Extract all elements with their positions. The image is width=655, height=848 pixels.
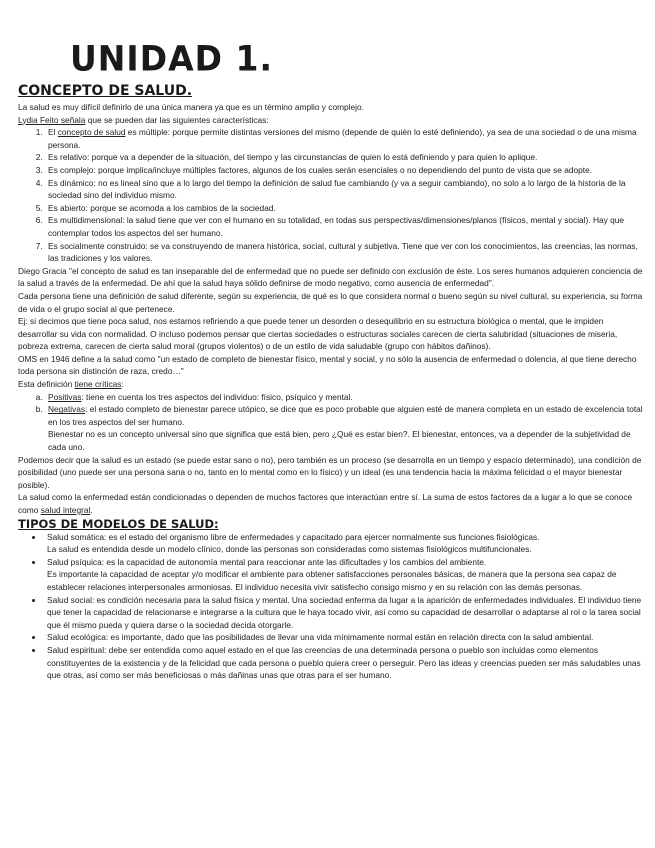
characteristics-list [18, 126, 644, 265]
list-item: 2. Es relativo: porque va a depender de la situación, del tiempo y las circunstancias de quien lo está definiendo y para quien lo aplique. [45, 151, 644, 164]
list-item: • Salud somática: es el estado del organismo libre de enfermedades y capacitado para ejercer normalmente sus funciones fisiológicas. La salud es entendida desde un modelo clínico, donde las personas son consideradas como sistemas fisiológicos multifuncionales. [44, 531, 644, 556]
document-page [18, 40, 644, 682]
list-item: • Salud psíquica: es la capacidad de autonomía mental para reaccionar ante las dificultades y los cambios del ambiente. Es importante la capacidad de aceptar y/o modificar el ambiente para obtener satisfacciones personales básicas, de manera que la persona sea capaz de establecer relaciones interpersonales armoniosas. El individuo necesita vivir satisfecho consigo mismo y en su relación con las demás personas. [44, 556, 644, 594]
cada-paragraph: Cada persona tiene una definición de salud diferente, según su experiencia, de qué es lo que considera normal o bueno según su nivel cultural, su experiencia, su forma de vida o el grupo social al que pertenece. [18, 290, 643, 314]
list-item: 5. Es abierto: porque se acomoda a los cambios de la sociedad. [45, 202, 644, 215]
list-item: • Salud social: es condición necesaria para la salud física y mental. Una sociedad enferma da lugar a la aparición de enfermedades individuales. El individuo tiene que tener la capacidad de relacionarse e integrarse a la cultura que le haya tocado vivir, así como su capacidad de desarrollar o adaptarse al rol o la tarea social que él mismo pueda y quiera darse o la sociedad decida otorgarle. [44, 594, 644, 632]
criticas-intro: Esta definición tiene críticas: [18, 379, 124, 390]
podemos-paragraph: Podemos decir que la salud es un estado (se puede estar sano o no), pero también es un proceso (se desarrolla en un tiempo y espacio determinado), una condición de posibilidad (uno puede ser una persona sana o no, tanto en lo mental como en lo físico) y un ideal (es una tendencia hacia la máxima felicidad o el mayor bienestar posible). [18, 454, 642, 490]
oms-paragraph: OMS en 1946 define a la salud como "un estado de completo de bienestar físico, mental y social, y no sólo la ausencia de enfermedad o dolencia, al que tiene derecho toda persona sin distinción de raza, credo…" [18, 353, 637, 377]
salud-integral-paragraph: La salud como la enfermedad están condicionadas o dependen de muchos factores que interactúan entre sí. La suma de estos factores da a lugar a lo que se conoce como salud integral. [18, 492, 633, 515]
lydia-paragraph: Lydia Feito señala que se pueden dar las siguientes características: [18, 114, 269, 125]
intro-paragraph: La salud es muy difícil definirlo de una única manera ya que es un término amplio y complejo. [18, 102, 364, 112]
list-item: • Salud espiritual: debe ser entendida como aquel estado en el que las creencias de una determinada persona o pueblo son incluidas como elementos constituyentes de la existencia y de la felicidad que cada persona o pueblo quiera creer o perseguir. Pero las ideas y creencias pueden ser más saludables unas que otras, así como ser más beneficiosas o más dañinas unas que otras para el ser humano. [44, 644, 644, 682]
list-item: 1. El concepto de salud es múltiple: porque permite distintas versiones del mismo (depende de quién lo esté definiendo), ya sea de una sociedad o de una misma persona. [45, 126, 644, 151]
section-heading-modelos: TIPOS DE MODELOS DE SALUD: [18, 516, 219, 531]
example-paragraph: Ej: si decimos que tiene poca salud, nos estamos refiriendo a que puede tener un desorden o desequilibrio en su estructura biológica o mental, que le impiden desarrollar su vida con normalidad. O incluso podemos pensar que ciertas sociedades o estructuras sociales carecen de cierta salubridad (situaciones de miseria, pobreza extrema, carecen de cierta salud moral (grupos violentos) o de un estilo de vida saludable (grupo con hábitos dañinos). [18, 316, 618, 352]
list-item: a. Positivas: tiene en cuenta los tres aspectos del individuo: físico, psíquico y mental. [45, 391, 644, 404]
author-name: Lydia Feito señala [18, 114, 86, 125]
list-item: 4. Es dinámico: no es lineal sino que a lo largo del tiempo la definición de salud fue cambiando (y va a seguir cambiando), no solo a lo largo de la historia de la sociedad sino del individuo mismo. [45, 177, 644, 202]
list-item: 3. Es complejo: porque implica/incluye múltiples factores, algunos de los cuales serán esenciales o no dependiendo del punto de vista que se adopte. [45, 164, 644, 177]
critics-list [18, 391, 644, 454]
list-item: • Salud ecológica: es importante, dado que las posibilidades de llevar una vida mínimamente normal están en relación directa con la salud ambiental. [44, 631, 644, 644]
models-list [18, 531, 644, 682]
concept-link: concepto de salud [57, 127, 126, 138]
unit-title: UNIDAD 1. [70, 38, 274, 79]
list-item: b. Negativas: el estado completo de bienestar parece utópico, se dice que es poco probable que alguien esté de manera completa en un estado de excelencia total en los tres aspectos del ser humano. Bienestar no es un concepto universal sino que significa que está bien, pero ¿Qué es estar bien?. El bienestar, entonces, va a depender de la subjetividad de cada uno. [45, 403, 644, 453]
section-heading-concepto: CONCEPTO DE SALUD. [18, 83, 193, 99]
gracia-quote: Diego Gracia "el concepto de salud es tan inseparable del de enfermedad que no puede ser definido con exclusión de éste. Los seres humanos adquieren conciencia de la salud a través de la enfermedad. De ahí que la salud haya sólido definirse de modo negativo, como ausencia de enfermedad". [18, 265, 643, 289]
list-item: 7. Es socialmente construido: se va construyendo de manera histórica, social, cultural y subjetiva. Tiene que ver con los conocimientos, las creencias, las normas, las tradiciones y los valores. [45, 240, 644, 265]
list-item: 6. Es multidimensional: la salud tiene que ver con el humano en su totalidad, en todas sus perspectivas/dimensiones/planos (físicos, mental y social). Hay que contemplar todos los aspectos del ser humano. [45, 214, 644, 239]
